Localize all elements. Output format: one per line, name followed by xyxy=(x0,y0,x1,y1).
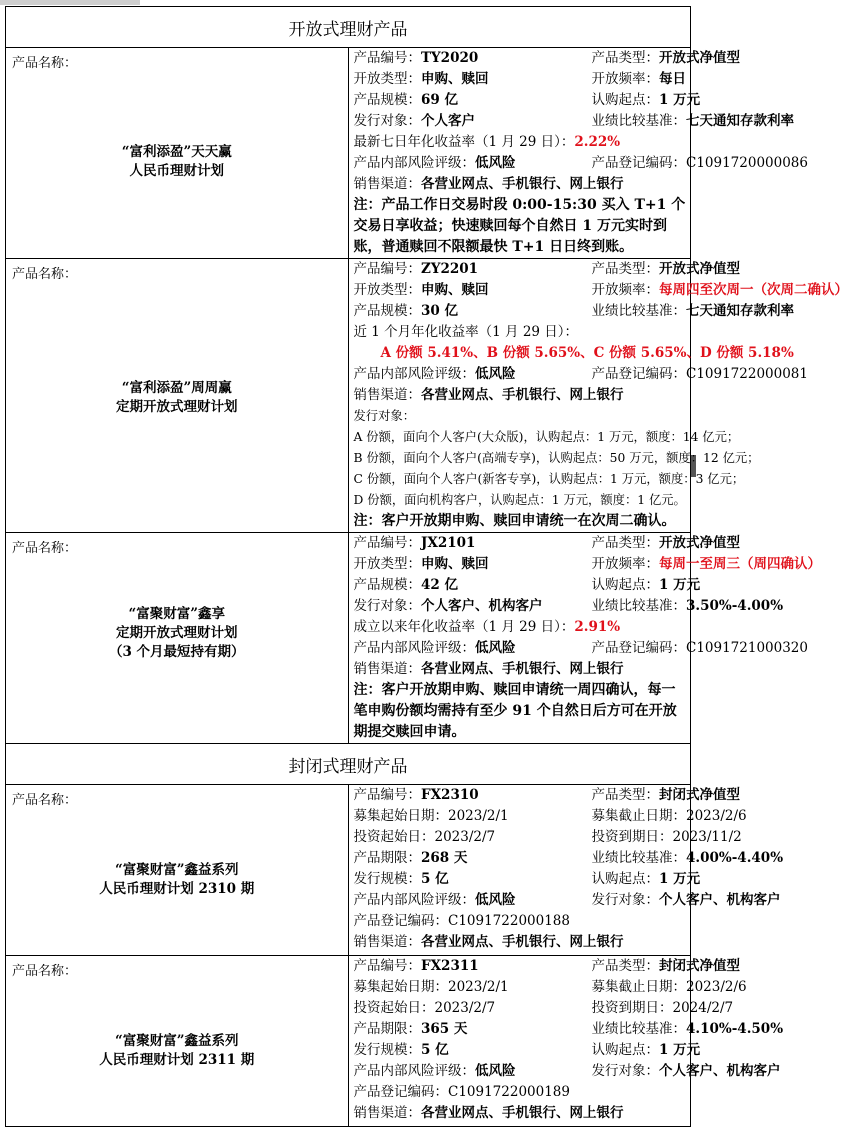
detail-column xyxy=(354,638,592,659)
field-text: C1091722000188 xyxy=(448,913,570,929)
field-text: 产品内部风险评级： xyxy=(353,640,475,656)
detail-column xyxy=(354,785,592,806)
field-text: 开放频率： xyxy=(591,282,659,298)
field-text: 1 万元 xyxy=(659,1042,701,1058)
detail-line xyxy=(349,1103,691,1124)
field-text: 开放式净值型 xyxy=(659,50,740,66)
field-text: 各营业网点、手机银行、网上银行 xyxy=(421,176,624,192)
field-text: 各营业网点、手机银行、网上银行 xyxy=(421,661,624,677)
field-text: 开放类型： xyxy=(353,71,421,87)
detail-line xyxy=(349,280,848,301)
field-text: 销售渠道： xyxy=(353,661,421,677)
detail-line xyxy=(349,659,691,680)
field-text: 开放式净值型 xyxy=(659,535,740,551)
field-text: 产品登记编码： xyxy=(353,913,448,929)
field-text: 2023/2/1 xyxy=(448,808,509,824)
field-text: 4.10%-4.50% xyxy=(686,1021,784,1037)
field-text: 发行对象： xyxy=(353,598,421,614)
field-text: 5 亿 xyxy=(421,1042,449,1058)
field-text: TY2020 xyxy=(421,50,479,66)
field-text: 2024/2/7 xyxy=(672,1000,734,1016)
field-text: 认购起点： xyxy=(591,577,659,593)
detail-line xyxy=(349,174,691,195)
detail-line xyxy=(349,956,740,977)
field-text: 个人客户 xyxy=(421,113,475,129)
field-text: 2023/2/7 xyxy=(434,829,496,845)
field-text: 每周四至次周一（次周二确认） xyxy=(659,282,848,298)
detail-line xyxy=(349,977,747,998)
detail-line xyxy=(349,90,701,111)
field-text: 5 亿 xyxy=(421,871,449,887)
detail-line xyxy=(349,617,691,638)
field-text: 投资起始日： xyxy=(353,829,435,845)
field-text: A 份额 5.41%、B 份额 5.65%、C 份额 5.65%、D 份额 5.18% xyxy=(380,345,794,361)
field-text: 产品规模： xyxy=(353,577,421,593)
field-text: 募集起始日期： xyxy=(353,808,448,824)
field-text: 成立以来年化收益率（1 月 29 日）： xyxy=(353,619,575,635)
detail-line xyxy=(349,385,691,406)
detail-line xyxy=(349,596,784,617)
field-text: 认购起点： xyxy=(591,92,659,108)
section-title-open: 开放式理财产品 xyxy=(6,7,691,48)
field-text: 产品登记编码： xyxy=(591,366,686,382)
field-text: 30 亿 xyxy=(421,303,458,319)
field-text: C1091722000189 xyxy=(448,1084,570,1100)
field-text: 发行规模： xyxy=(353,1042,421,1058)
field-text: A 份额，面向个人客户(大众版)，认购起点：1 万元，额度：14 亿元； xyxy=(353,430,740,444)
detail-line xyxy=(349,848,784,869)
detail-line xyxy=(349,932,691,953)
field-text: 业绩比较基准： xyxy=(591,598,686,614)
detail-line xyxy=(349,806,747,827)
field-text: 销售渠道： xyxy=(353,1105,421,1121)
product-detail xyxy=(348,785,784,956)
product-name: 人民币理财计划 xyxy=(129,163,224,179)
field-text: 产品内部风险评级： xyxy=(353,366,475,382)
product-name-cell xyxy=(6,259,349,533)
section-title-closed: 封闭式理财产品 xyxy=(6,744,691,785)
field-text: 2023/2/7 xyxy=(434,1000,496,1016)
detail-column xyxy=(354,806,592,827)
field-text: 发行对象： xyxy=(353,113,421,129)
field-text: 产品期限： xyxy=(353,1021,421,1037)
detail-column xyxy=(354,977,592,998)
field-text: 销售渠道： xyxy=(353,387,421,403)
field-text: 产品类型： xyxy=(591,787,659,803)
field-text: 发行规模： xyxy=(353,871,421,887)
detail-column xyxy=(354,69,592,90)
field-text: 2023/2/1 xyxy=(448,979,509,995)
detail-line xyxy=(349,998,734,1019)
field-text: 个人客户、机构客户 xyxy=(421,598,543,614)
product-row xyxy=(6,785,691,956)
field-text: ZY2201 xyxy=(421,261,479,277)
field-text: 低风险 xyxy=(475,1063,516,1079)
field-text: 365 天 xyxy=(421,1021,468,1037)
field-text: C1091720000086 xyxy=(686,155,808,171)
field-text: 个人客户、机构客户 xyxy=(659,1063,781,1079)
product-row xyxy=(6,48,691,259)
field-text: 开放频率： xyxy=(591,556,659,572)
field-text: 封闭式净值型 xyxy=(659,787,740,803)
detail-line xyxy=(349,1082,691,1103)
detail-line xyxy=(349,533,740,554)
product-name-cell xyxy=(6,956,349,1127)
detail-line xyxy=(349,259,740,280)
field-text: 产品编号： xyxy=(353,261,421,277)
detail-column xyxy=(354,869,592,890)
detail-column xyxy=(354,827,592,848)
field-text: 产品内部风险评级： xyxy=(353,892,475,908)
name-label: 产品名称： xyxy=(12,267,78,282)
field-text: 投资到期日： xyxy=(591,829,673,845)
field-text: 2023/2/6 xyxy=(686,979,747,995)
field-text: 各营业网点、手机银行、网上银行 xyxy=(421,387,624,403)
product-row xyxy=(6,533,691,744)
field-text: 募集起始日期： xyxy=(353,979,448,995)
detail-column xyxy=(354,301,592,322)
field-text: 近 1 个月年化收益率（1 月 29 日）： xyxy=(353,324,579,340)
tab-strip xyxy=(0,0,140,5)
field-text: 募集截止日期： xyxy=(591,979,686,995)
detail-line xyxy=(349,111,794,132)
product-note: 注：客户开放期申购、赎回申请统一周四确认，每一笔申购份额均需持有至少 91 个自然日后方可在开放期提交赎回申请。 xyxy=(353,682,677,740)
field-text: 产品规模： xyxy=(353,92,421,108)
field-text: 4.00%-4.40% xyxy=(686,850,784,866)
detail-line xyxy=(349,869,701,890)
field-text: 产品登记编码： xyxy=(353,1084,448,1100)
field-text: 产品期限： xyxy=(353,850,421,866)
field-text: D 份额，面向机构客户，认购起点：1 万元，额度：1 亿元。 xyxy=(353,493,686,507)
field-text: 发行对象： xyxy=(591,892,659,908)
field-text: 申购、赎回 xyxy=(421,71,489,87)
detail-line xyxy=(349,69,691,90)
detail-line xyxy=(349,343,794,364)
field-text: C 份额，面向个人客户(新客专享)，认购起点：1 万元，额度：3 亿元； xyxy=(353,472,745,486)
field-text: 产品编号： xyxy=(353,787,421,803)
field-text: 每日 xyxy=(659,71,686,87)
detail-column xyxy=(354,1019,592,1040)
detail-line xyxy=(349,890,781,911)
field-text: 1 万元 xyxy=(659,871,701,887)
detail-line xyxy=(349,554,821,575)
detail-line xyxy=(349,364,808,385)
field-text: 销售渠道： xyxy=(353,176,421,192)
product-name-cell xyxy=(6,785,349,956)
field-text: 1 万元 xyxy=(659,577,701,593)
field-text: 申购、赎回 xyxy=(421,282,489,298)
product-name: “富利添盈”天天赢 xyxy=(121,144,232,160)
field-text: 268 天 xyxy=(421,850,468,866)
detail-line xyxy=(349,153,808,174)
field-text: 低风险 xyxy=(475,155,516,171)
detail-line xyxy=(349,1061,781,1082)
detail-column xyxy=(354,596,592,617)
product-row xyxy=(6,956,691,1127)
detail-line xyxy=(349,48,740,69)
detail-line xyxy=(349,638,808,659)
detail-line xyxy=(349,785,740,806)
name-label: 产品名称： xyxy=(12,541,78,556)
field-text: 募集截止日期： xyxy=(591,808,686,824)
field-text: 3.50%-4.00% xyxy=(686,598,784,614)
detail-column xyxy=(354,533,592,554)
product-table xyxy=(5,6,848,1127)
detail-column xyxy=(354,848,592,869)
name-label: 产品名称： xyxy=(12,964,78,979)
field-text: 七天通知存款利率 xyxy=(686,303,794,319)
product-name: “富聚财富”鑫享 xyxy=(128,606,226,622)
field-text: JX2101 xyxy=(421,535,476,551)
field-text: 最新七日年化收益率（1 月 29 日）： xyxy=(353,134,575,150)
field-text: 投资起始日： xyxy=(353,1000,435,1016)
field-text: 产品编号： xyxy=(353,958,421,974)
detail-line xyxy=(349,827,742,848)
field-text: 产品内部风险评级： xyxy=(353,155,475,171)
field-text: 开放类型： xyxy=(353,282,421,298)
field-text: 发行对象： xyxy=(353,409,415,423)
field-text: 42 亿 xyxy=(421,577,458,593)
product-note: 注：产品工作日交易时段 0:00-15:30 买入 T+1 个交易日享收益；快速赎回每个自然日 1 万元实时到账，普通赎回不限额最快 T+1 日日终到账。 xyxy=(353,197,686,255)
product-name: 人民币理财计划 2310 期 xyxy=(99,881,255,897)
field-text: 低风险 xyxy=(475,366,516,382)
field-text: 产品编号： xyxy=(353,535,421,551)
field-text: 开放式净值型 xyxy=(659,261,740,277)
field-text: 69 亿 xyxy=(421,92,458,108)
field-text: 封闭式净值型 xyxy=(659,958,740,974)
field-text: FX2311 xyxy=(421,958,479,974)
detail-column xyxy=(354,364,592,385)
field-text: 业绩比较基准： xyxy=(591,1021,686,1037)
field-text: 产品类型： xyxy=(591,958,659,974)
field-text: 产品类型： xyxy=(591,50,659,66)
field-text: 产品内部风险评级： xyxy=(353,1063,475,1079)
product-name: “富聚财富”鑫益系列 xyxy=(114,1033,239,1049)
product-row xyxy=(6,259,691,533)
field-text: C1091721000320 xyxy=(686,640,808,656)
field-text: 各营业网点、手机银行、网上银行 xyxy=(421,1105,624,1121)
field-text: 申购、赎回 xyxy=(421,556,489,572)
field-text: 认购起点： xyxy=(591,871,659,887)
field-text: 各营业网点、手机银行、网上银行 xyxy=(421,934,624,950)
product-name: （3 个月最短持有期） xyxy=(108,644,245,660)
field-text: 2.22% xyxy=(574,134,621,150)
detail-column xyxy=(354,575,592,596)
product-name: “富聚财富”鑫益系列 xyxy=(114,862,239,878)
detail-line xyxy=(349,911,691,932)
detail-column xyxy=(354,90,592,111)
field-text: 2023/11/2 xyxy=(672,829,742,845)
field-text: 低风险 xyxy=(475,892,516,908)
product-detail xyxy=(348,259,848,533)
field-text: 销售渠道： xyxy=(353,934,421,950)
detail-column xyxy=(354,259,592,280)
name-label: 产品名称： xyxy=(12,793,78,808)
field-text: 2023/2/6 xyxy=(686,808,747,824)
field-text: 产品规模： xyxy=(353,303,421,319)
detail-column xyxy=(354,48,592,69)
product-name: 定期开放式理财计划 xyxy=(116,399,238,415)
field-text: 开放频率： xyxy=(591,71,659,87)
field-text: C1091722000081 xyxy=(686,366,808,382)
detail-column xyxy=(354,554,592,575)
detail-line xyxy=(349,1040,701,1061)
detail-column xyxy=(354,956,592,977)
field-text: 业绩比较基准： xyxy=(591,113,686,129)
detail-column xyxy=(354,1040,592,1061)
product-detail xyxy=(348,956,784,1127)
product-detail xyxy=(348,533,821,744)
field-text: 每周一至周三（周四确认） xyxy=(659,556,821,572)
product-note: 注：客户开放期申购、赎回申请统一在次周二确认。 xyxy=(353,513,676,529)
detail-line xyxy=(349,301,794,322)
field-text: 低风险 xyxy=(475,640,516,656)
detail-line xyxy=(349,575,701,596)
product-detail xyxy=(348,48,808,259)
detail-line xyxy=(349,132,691,153)
field-text: 认购起点： xyxy=(591,1042,659,1058)
field-text: FX2310 xyxy=(421,787,479,803)
product-name-cell xyxy=(6,48,349,259)
field-text: 产品登记编码： xyxy=(591,640,686,656)
field-text: 产品类型： xyxy=(591,535,659,551)
product-name: “富利添盈”周周赢 xyxy=(121,380,232,396)
field-text: B 份额，面向个人客户(高端专享)，认购起点：50 万元，额度：12 亿元； xyxy=(353,451,760,465)
field-text: 个人客户、机构客户 xyxy=(659,892,781,908)
field-text: 产品登记编码： xyxy=(591,155,686,171)
field-text: 产品类型： xyxy=(591,261,659,277)
field-text: 业绩比较基准： xyxy=(591,850,686,866)
product-name-cell xyxy=(6,533,349,744)
field-text: 投资到期日： xyxy=(591,1000,673,1016)
field-text: 开放类型： xyxy=(353,556,421,572)
name-label: 产品名称： xyxy=(12,56,78,71)
field-text: 2.91% xyxy=(574,619,621,635)
detail-column xyxy=(354,153,592,174)
field-text: 七天通知存款利率 xyxy=(686,113,794,129)
detail-column xyxy=(354,998,592,1019)
field-text: 1 万元 xyxy=(659,92,701,108)
detail-column xyxy=(354,1061,592,1082)
field-text: 产品编号： xyxy=(353,50,421,66)
product-name: 定期开放式理财计划 xyxy=(116,625,238,641)
detail-column xyxy=(354,280,592,301)
field-text: 业绩比较基准： xyxy=(591,303,686,319)
field-text: 发行对象： xyxy=(591,1063,659,1079)
detail-column xyxy=(354,890,592,911)
detail-column xyxy=(354,111,592,132)
product-name: 人民币理财计划 2311 期 xyxy=(99,1052,255,1068)
detail-line xyxy=(349,1019,784,1040)
